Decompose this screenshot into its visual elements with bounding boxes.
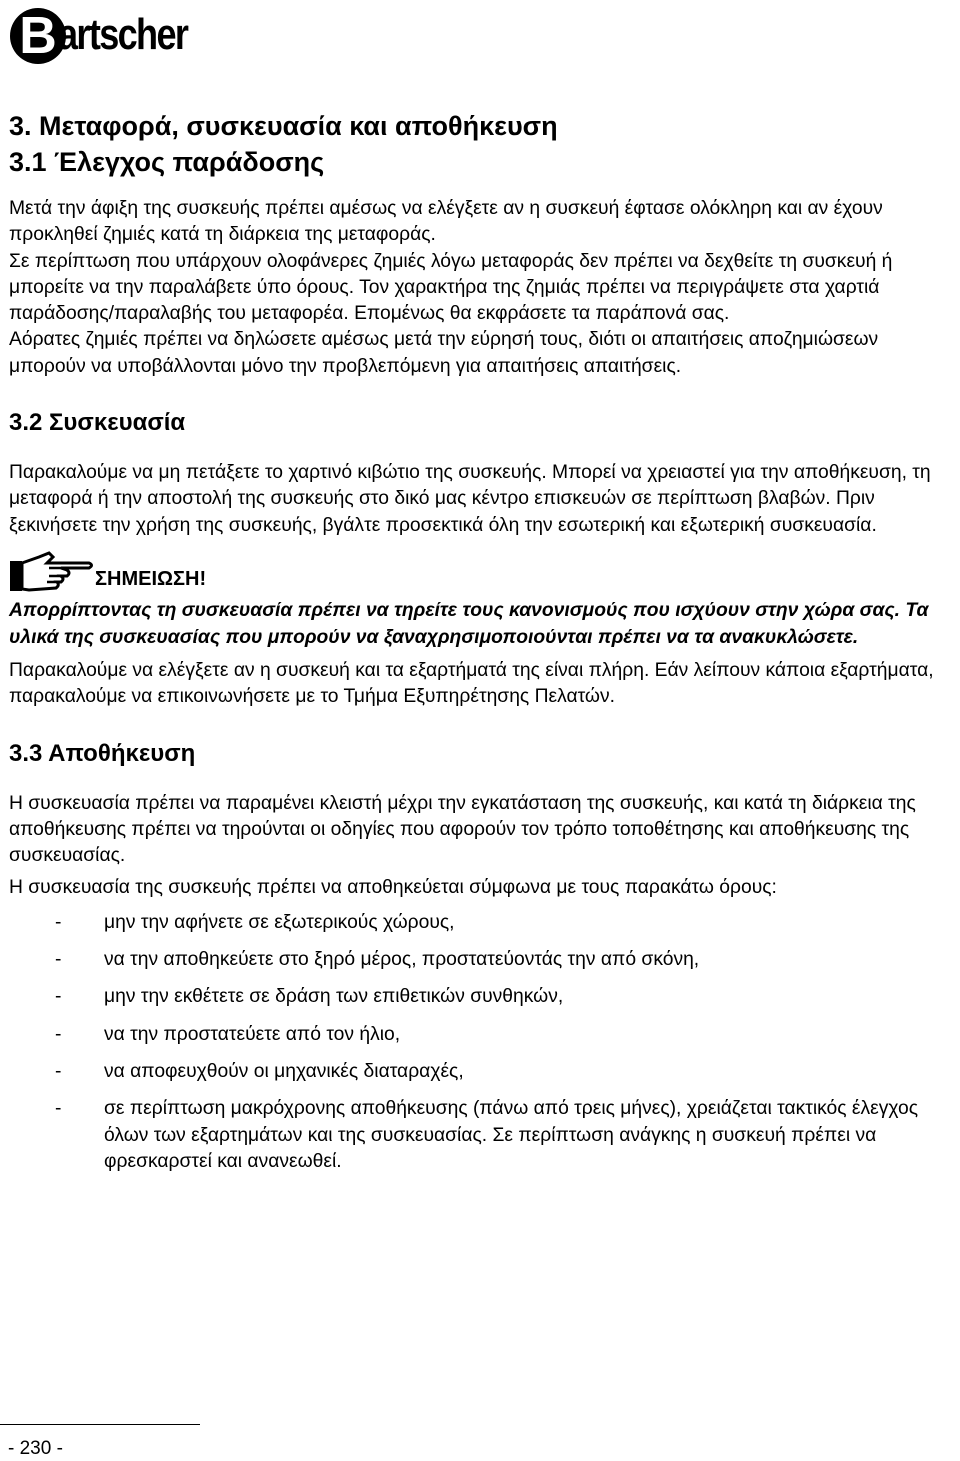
page-number: - 230 - (8, 1438, 63, 1459)
list-item: - να την προστατεύετε από τον ήλιο, (55, 1023, 401, 1045)
section-3-3-title: 3.3 Αποθήκευση (9, 739, 196, 767)
paragraph: Η συσκευασία της συσκευής πρέπει να αποθηκεύεται σύμφωνα με τους παρακάτω όρους: (9, 877, 777, 899)
paragraph: Σε περίπτωση που υπάρχουν ολοφάνερες ζημιές λόγω μεταφοράς δεν πρέπει να δεχθείτε τη συσκευή ή μπορείτε να την παραλάβετε ύπο όρους. Τον χαρακτήρα της ζημιάς πρέπει να περιγράψετε στα χαρτιά παράδοσης/παραλαβής του μεταφορέα. Επομένως θα εκφράσετε τα παράπονά σας. (9, 250, 893, 325)
pointing-hand-icon (9, 551, 95, 593)
paragraph: Μετά την άφιξη της συσκευής πρέπει αμέσως να ελέγξετε αν η συσκευή έφτασε ολόκληρη και αν έχουν προκληθεί ζημιές κατά τη διάρκεια της μεταφοράς. (9, 198, 883, 246)
storage-conditions-list (9, 910, 954, 1175)
bartscher-logo (8, 4, 220, 66)
section-3-2-title: 3.2 Συσκευασία (9, 409, 186, 437)
list-item: - μην την εκθέτετε σε δράση των επιθετικών συνθηκών, (55, 986, 564, 1008)
section-3-1-title: 3.1 Έλεγχος παράδοσης (9, 147, 325, 177)
list-item: - σε περίπτωση μακρόχρονης αποθήκευσης (πάνω από τρεις μήνες), χρειάζεται τακτικός έλεγχος όλων των εξαρτημάτων και της συσκευασίας. Σε περίπτωση ανάγκης η συσκευή πρέπει να φρεσκαρστεί και ανανεωθεί. (55, 1098, 919, 1172)
page-content (9, 108, 954, 1186)
note-title: ΣΗΜΕΙΩΣΗ! (95, 567, 207, 590)
logo-letter-b: B (10, 8, 66, 64)
paragraph: Αόρατες ζημιές πρέπει να δηλώσετε αμέσως μετά την εύρησή τους, διότι οι απαιτήσεις αποζημιώσεων μπορούν να υποβάλλονται μόνο την προβλεπόμενη για απαιτήσεις απαιτήσεις. (9, 329, 879, 377)
list-item: - να αποφευχθούν οι μηχανικές διαταραχές, (55, 1060, 464, 1082)
note-header (9, 551, 954, 597)
logo-wordmark: artscher (58, 10, 188, 59)
note-text: Απορρίπτοντας τη συσκευασία πρέπει να τηρείτε τους κανονισμούς που ισχύουν στην χώρα σας. Τα υλικά της συσκευασίας που μπορούν να ξαναχρησιμοποιούνται πρέπει να τα ανακυκλώσετε. (9, 599, 929, 649)
paragraph: Η συσκευασία πρέπει να παραμένει κλειστή μέχρι την εγκατάσταση της συσκευής, και κατά τη διάρκεια της αποθήκευσης πρέπει να τηρούνται οι οδηγίες που αφορούν τον τρόπο τοποθέτησης και αποθήκευσης της συσκευασίας. (9, 792, 916, 867)
section-3-title: 3. Μεταφορά, συσκευασία και αποθήκευση (9, 111, 558, 141)
list-item: - να την αποθηκεύετε στο ξηρό μέρος, προστατεύοντάς την από σκόνη, (55, 949, 700, 971)
list-item: - μην την αφήνετε σε εξωτερικούς χώρους, (55, 911, 455, 933)
paragraph: Παρακαλούμε να ελέγξετε αν η συσκευή και τα εξαρτήματά της είναι πλήρη. Εάν λείπουν κάποια εξαρτήματα, παρακαλούμε να επικοινωνήσετε με το Τμήμα Εξυπηρέτησης Πελατών. (9, 659, 934, 708)
footer-divider (0, 1424, 200, 1425)
paragraph: Παρακαλούμε να μη πετάξετε το χαρτινό κιβώτιο της συσκευής. Μπορεί να χρειαστεί για την αποθήκευση, τη μεταφορά ή την αποστολή της συσκευής στο δικό μας κέντρο επισκευών σε περίπτωση βλαβών. Πριν ξεκινήσετε την χρήση της συσκευής, βγάλτε προσεκτικά όλη την εσωτερική και εξωτερική συσκευασία. (9, 462, 931, 536)
